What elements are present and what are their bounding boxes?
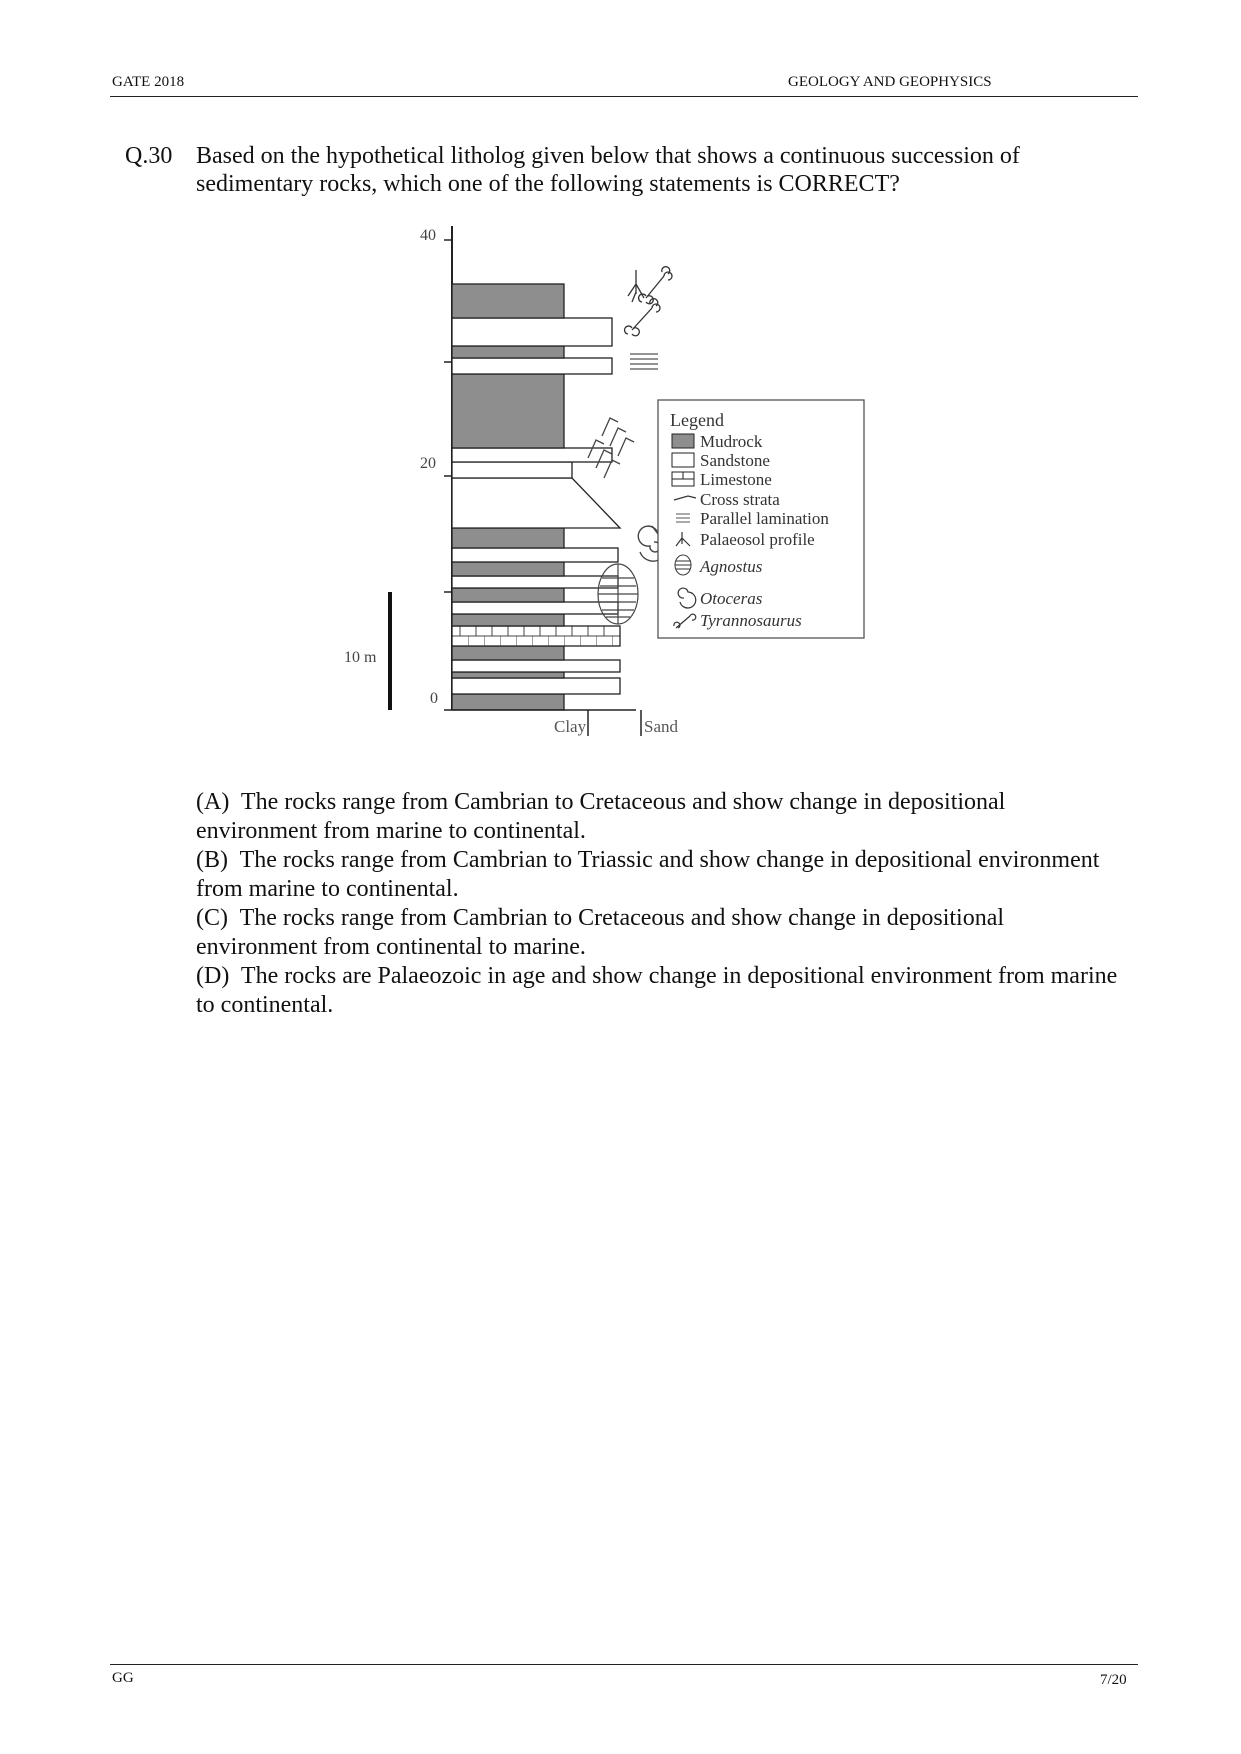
question-text: Based on the hypothetical litholog given below that shows a continuous succession of sedimentary rocks, which one of the following statements is CORRECT?	[196, 143, 1020, 197]
option-b[interactable]	[196, 846, 1126, 904]
footer-page-number: 7/20	[1100, 1672, 1127, 1688]
bed-sandstone	[452, 318, 612, 346]
bed-sandstone	[452, 448, 612, 462]
legend-otoceras-label: Otoceras	[700, 589, 763, 608]
scale-bar	[344, 592, 390, 710]
option-tag: (A)	[196, 789, 230, 815]
option-a[interactable]	[196, 788, 1126, 846]
bed-sandstone	[452, 576, 618, 588]
option-d[interactable]	[196, 962, 1126, 1020]
bed-mudrock	[452, 346, 564, 358]
bed-mudrock	[452, 588, 564, 602]
grain-label-clay: Clay	[554, 717, 587, 736]
bed-mudrock	[452, 672, 564, 678]
option-tag: (B)	[196, 847, 228, 873]
bed-sandstone	[452, 602, 618, 614]
bed-cross-stratified-sandstone	[452, 478, 620, 528]
option-tag: (D)	[196, 963, 230, 989]
legend-parallel-lamination-label: Parallel lamination	[700, 509, 829, 528]
option-text: The rocks are Palaeozoic in age and show change in depositional environment from marine to continental.	[196, 963, 1118, 1018]
footer-divider	[110, 1664, 1138, 1665]
palaeosol-symbol-icon	[628, 270, 644, 302]
litholog-column	[452, 284, 620, 710]
answer-options	[196, 788, 1126, 1020]
litholog-figure	[340, 222, 980, 742]
agnostus-trilobite-icon	[598, 564, 638, 624]
depth-tick-0: 0	[430, 690, 438, 707]
depth-axis	[420, 226, 452, 710]
bed-mudrock	[452, 284, 564, 318]
bed-mudrock	[452, 646, 564, 660]
footer-paper-code: GG	[112, 1670, 134, 1686]
parallel-lamination-icon	[630, 354, 658, 369]
bed-sandstone	[452, 462, 572, 478]
bed-sandstone	[452, 548, 618, 562]
grain-label-sand: Sand	[644, 717, 678, 736]
option-text: The rocks range from Cambrian to Triassic and show change in depositional environment from marine to continental.	[196, 847, 1100, 902]
bed-mudrock	[452, 374, 564, 448]
legend-tyrannosaurus-label: Tyrannosaurus	[700, 611, 802, 630]
header-exam: GATE 2018	[112, 74, 185, 90]
grain-size-scale	[452, 710, 679, 736]
header-divider	[110, 96, 1138, 97]
legend-cross-strata-label: Cross strata	[700, 490, 780, 509]
depth-tick-20: 20	[420, 455, 436, 472]
scale-bar-label: 10 m	[344, 649, 377, 666]
legend-mudrock-swatch	[672, 434, 694, 448]
question-number: Q.30	[125, 143, 173, 169]
bed-sandstone	[452, 358, 612, 374]
legend-sandstone-label: Sandstone	[700, 451, 770, 470]
bed-limestone	[452, 626, 620, 646]
legend-agnostus-label: Agnostus	[700, 557, 763, 576]
legend-mudrock-label: Mudrock	[700, 432, 763, 451]
option-text: The rocks range from Cambrian to Cretaceous and show change in depositional environment from continental to marine.	[196, 905, 1005, 960]
option-text: The rocks range from Cambrian to Cretaceous and show change in depositional environment from marine to continental.	[196, 789, 1006, 844]
legend-palaeosol-label: Palaeosol profile	[700, 530, 815, 549]
bed-mudrock	[452, 562, 564, 576]
bed-mudrock	[452, 694, 564, 710]
legend-limestone-swatch	[672, 472, 694, 486]
option-c[interactable]	[196, 904, 1126, 962]
bed-sandstone	[452, 678, 620, 694]
option-tag: (C)	[196, 905, 228, 931]
bed-mudrock	[452, 614, 564, 626]
legend-limestone-label: Limestone	[700, 470, 772, 489]
bed-mudrock	[452, 528, 564, 548]
legend-title: Legend	[670, 410, 724, 430]
header-subject: GEOLOGY AND GEOPHYSICS	[788, 74, 992, 90]
depth-tick-40: 40	[420, 227, 436, 244]
legend-box	[658, 400, 864, 638]
bed-sandstone	[452, 660, 620, 672]
legend-sandstone-swatch	[672, 453, 694, 467]
